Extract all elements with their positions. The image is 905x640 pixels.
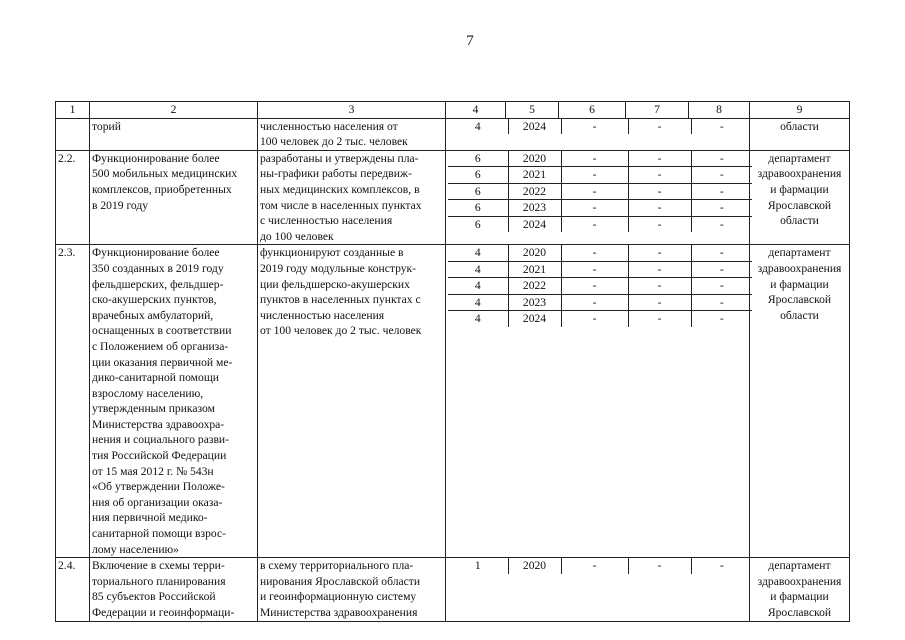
indicator-cell: 2022 xyxy=(508,183,561,200)
text-line: 350 созданных в 2019 году xyxy=(92,261,224,275)
result-description xyxy=(258,150,446,245)
indicator-cell: - xyxy=(561,278,628,295)
text-line: функционируют созданные в xyxy=(260,246,404,260)
indicator-cell: - xyxy=(628,167,691,184)
indicator-grid xyxy=(446,558,750,621)
text-line: и фармации xyxy=(770,182,829,196)
text-line: пунктов в населенных пунктах с xyxy=(260,293,421,307)
indicator-cell: 2023 xyxy=(508,294,561,311)
indicator-cell: 2024 xyxy=(508,311,561,327)
indicator-cell: - xyxy=(561,261,628,278)
indicator-cell: - xyxy=(628,294,691,311)
text-line: здравоохранения xyxy=(757,574,842,588)
indicator-cell: 2020 xyxy=(508,151,561,167)
indicator-cell: - xyxy=(628,119,691,135)
table-row xyxy=(56,150,850,245)
header-cell: 8 xyxy=(689,102,750,119)
indicator-cell: - xyxy=(628,216,691,232)
indicator-cell: 4 xyxy=(448,294,508,311)
header-cell: 7 xyxy=(626,102,689,119)
text-line: Ярославской xyxy=(767,293,832,307)
text-line: от 100 человек до 2 тыс. человек xyxy=(260,324,422,338)
text-line: лому населению» xyxy=(92,542,179,556)
indicator-cell: - xyxy=(628,183,691,200)
text-line: области xyxy=(780,119,819,133)
text-line: до 100 человек xyxy=(260,229,334,243)
text-line: взрослому населению, xyxy=(92,386,204,400)
text-line: 2019 году модульные конструк- xyxy=(260,261,417,275)
indicator-cell: - xyxy=(561,294,628,311)
header-cell: 4 xyxy=(446,102,506,119)
text-line: в схему территориального пла- xyxy=(260,559,414,573)
text-line: Функционирование более xyxy=(92,151,220,165)
indicator-cell: - xyxy=(561,119,628,135)
indicator-cell: 4 xyxy=(448,278,508,295)
indicator-cell: - xyxy=(691,261,752,278)
indicator-row xyxy=(448,311,752,327)
text-line: ско-акушерских пунктов, xyxy=(92,293,217,307)
header-cell: 1 xyxy=(56,102,90,119)
indicator-subtable xyxy=(448,151,752,233)
indicator-cell: - xyxy=(691,558,752,574)
text-line: от 15 мая 2012 г. № 543н xyxy=(92,464,214,478)
indicator-cell: - xyxy=(628,200,691,217)
indicator-subtable xyxy=(448,245,752,327)
indicator-grid xyxy=(446,118,750,150)
indicator-cell: 2024 xyxy=(508,119,561,135)
indicator-cell: - xyxy=(561,311,628,327)
indicator-cell: - xyxy=(561,151,628,167)
text-line: ны-графики работы передвиж- xyxy=(260,167,412,181)
indicator-row xyxy=(448,294,752,311)
indicator-cell: 2021 xyxy=(508,261,561,278)
text-line: области xyxy=(780,214,819,228)
text-line: департамент xyxy=(768,559,831,573)
indicator-subtable xyxy=(448,119,752,135)
text-line: ции оказания первичной ме- xyxy=(92,355,233,369)
text-line: разработаны и утверждены пла- xyxy=(260,151,419,165)
indicator-cell: - xyxy=(691,119,752,135)
text-line: Ярославской xyxy=(767,606,832,619)
text-line: с Положением об организа- xyxy=(92,339,229,353)
text-line: Федерации и геоинформаци- xyxy=(92,606,235,619)
result-description xyxy=(258,558,446,621)
text-line: 85 субъектов Российской xyxy=(92,590,216,604)
item-number: 2.4. xyxy=(56,558,90,621)
indicator-cell: - xyxy=(691,245,752,261)
indicator-row xyxy=(448,278,752,295)
header-row xyxy=(56,102,850,119)
indicator-cell: - xyxy=(691,294,752,311)
measure-name xyxy=(90,245,258,558)
indicator-cell: - xyxy=(691,183,752,200)
indicator-row xyxy=(448,261,752,278)
item-number: 2.2. xyxy=(56,150,90,245)
text-line: нирования Ярославской области xyxy=(260,574,421,588)
text-line: и фармации xyxy=(770,277,829,291)
indicator-cell: 4 xyxy=(448,261,508,278)
indicator-cell: - xyxy=(628,278,691,295)
indicator-cell: - xyxy=(691,216,752,232)
indicator-cell: - xyxy=(561,245,628,261)
indicator-cell: 4 xyxy=(474,119,481,133)
text-line: «Об утверждении Положе- xyxy=(92,480,225,494)
indicator-cell: - xyxy=(561,558,628,574)
indicator-cell: - xyxy=(691,151,752,167)
header-cell: 2 xyxy=(90,102,258,119)
text-line: ния первичной медико- xyxy=(92,511,208,525)
measure-name xyxy=(90,118,258,150)
text-line: численностью населения xyxy=(260,308,385,322)
text-line: и геоинформационную систему xyxy=(260,590,417,604)
responsible-executor xyxy=(750,118,850,150)
text-line: Министерства здравоохра- xyxy=(92,417,225,431)
header-cell: 9 xyxy=(750,102,850,119)
indicator-cell: 2023 xyxy=(508,200,561,217)
indicator-grid xyxy=(446,245,750,558)
measure-name xyxy=(90,150,258,245)
text-line: здравоохранения xyxy=(757,167,842,181)
text-line: 500 мобильных медицинских xyxy=(92,167,238,181)
table-row xyxy=(56,558,850,621)
text-line: оснащенных в соответствии xyxy=(92,324,232,338)
text-line: утвержденным приказом xyxy=(92,402,215,416)
indicator-cell: - xyxy=(628,311,691,327)
header-cell: 6 xyxy=(559,102,626,119)
indicator-cell: - xyxy=(691,278,752,295)
indicator-cell: 2022 xyxy=(508,278,561,295)
indicator-row xyxy=(448,245,752,261)
indicator-cell: 6 xyxy=(448,216,508,232)
indicator-row xyxy=(448,151,752,167)
responsible-executor xyxy=(750,558,850,621)
indicator-row xyxy=(448,183,752,200)
text-line: здравоохранения xyxy=(757,261,842,275)
indicator-cell: 6 xyxy=(448,183,508,200)
item-number: 2.3. xyxy=(56,245,90,558)
text-line: в 2019 году xyxy=(92,198,149,212)
indicator-row xyxy=(448,558,752,574)
text-line: комплексов, приобретенных xyxy=(92,182,232,196)
table-row xyxy=(56,118,850,150)
indicator-cell: - xyxy=(561,200,628,217)
text-line: Включение в схемы терри- xyxy=(92,559,225,573)
indicator-cell: - xyxy=(561,183,628,200)
indicator-row xyxy=(448,119,752,135)
text-line: том числе в населенных пунктах xyxy=(260,198,422,212)
text-line: врачебных амбулаторий, xyxy=(92,308,214,322)
indicator-cell: 4 xyxy=(448,311,508,327)
text-line: санитарной помощи взрос- xyxy=(92,527,226,541)
indicator-cell: - xyxy=(691,311,752,327)
indicator-cell: 6 xyxy=(474,151,481,165)
header-cell: 5 xyxy=(506,102,559,119)
text-line: области xyxy=(780,308,819,322)
indicator-cell: - xyxy=(628,558,691,574)
indicator-cell: - xyxy=(628,151,691,167)
indicator-cell: 6 xyxy=(448,200,508,217)
text-line: ции фельдшерско-акушерских xyxy=(260,277,410,291)
text-line: торий xyxy=(92,119,121,133)
page-number: 7 xyxy=(466,33,474,49)
indicator-cell: 2020 xyxy=(508,558,561,574)
indicator-cell: 6 xyxy=(448,167,508,184)
text-line: ния об организации оказа- xyxy=(92,495,223,509)
indicator-cell: 2021 xyxy=(508,167,561,184)
text-line: 100 человек до 2 тыс. человек xyxy=(260,135,408,149)
indicator-row xyxy=(448,216,752,232)
text-line: Министерства здравоохранения xyxy=(260,606,418,619)
plan-table xyxy=(55,101,850,622)
text-line: ториального планирования xyxy=(92,574,226,588)
indicator-cell: 2024 xyxy=(508,216,561,232)
indicator-subtable xyxy=(448,558,752,574)
result-description xyxy=(258,118,446,150)
indicator-cell: - xyxy=(561,167,628,184)
indicator-cell: - xyxy=(691,200,752,217)
indicator-grid xyxy=(446,150,750,245)
text-line: департамент xyxy=(768,246,831,260)
indicator-row xyxy=(448,200,752,217)
indicator-cell: - xyxy=(691,167,752,184)
responsible-executor xyxy=(750,245,850,558)
indicator-row xyxy=(448,167,752,184)
header-cell: 3 xyxy=(258,102,446,119)
text-line: Функционирование более xyxy=(92,246,220,260)
indicator-cell: 1 xyxy=(474,559,481,573)
measure-name xyxy=(90,558,258,621)
indicator-cell: - xyxy=(628,245,691,261)
text-line: ных медицинских комплексов, в xyxy=(260,182,420,196)
result-description xyxy=(258,245,446,558)
text-line: фельдшерских, фельдшер- xyxy=(92,277,224,291)
text-line: численностью населения от xyxy=(260,119,398,133)
text-line: Ярославской xyxy=(767,198,832,212)
responsible-executor xyxy=(750,150,850,245)
text-line: департамент xyxy=(768,151,831,165)
indicator-cell: - xyxy=(628,261,691,278)
text-line: нения и социального разви- xyxy=(92,433,229,447)
text-line: и фармации xyxy=(770,590,829,604)
indicator-cell: - xyxy=(561,216,628,232)
indicator-cell: 4 xyxy=(474,246,481,260)
item-number xyxy=(56,118,90,150)
text-line: дико-санитарной помощи xyxy=(92,371,219,385)
indicator-cell: 2020 xyxy=(508,245,561,261)
table-row xyxy=(56,245,850,558)
text-line: с численностью населения xyxy=(260,214,393,228)
text-line: тия Российской Федерации xyxy=(92,449,227,463)
